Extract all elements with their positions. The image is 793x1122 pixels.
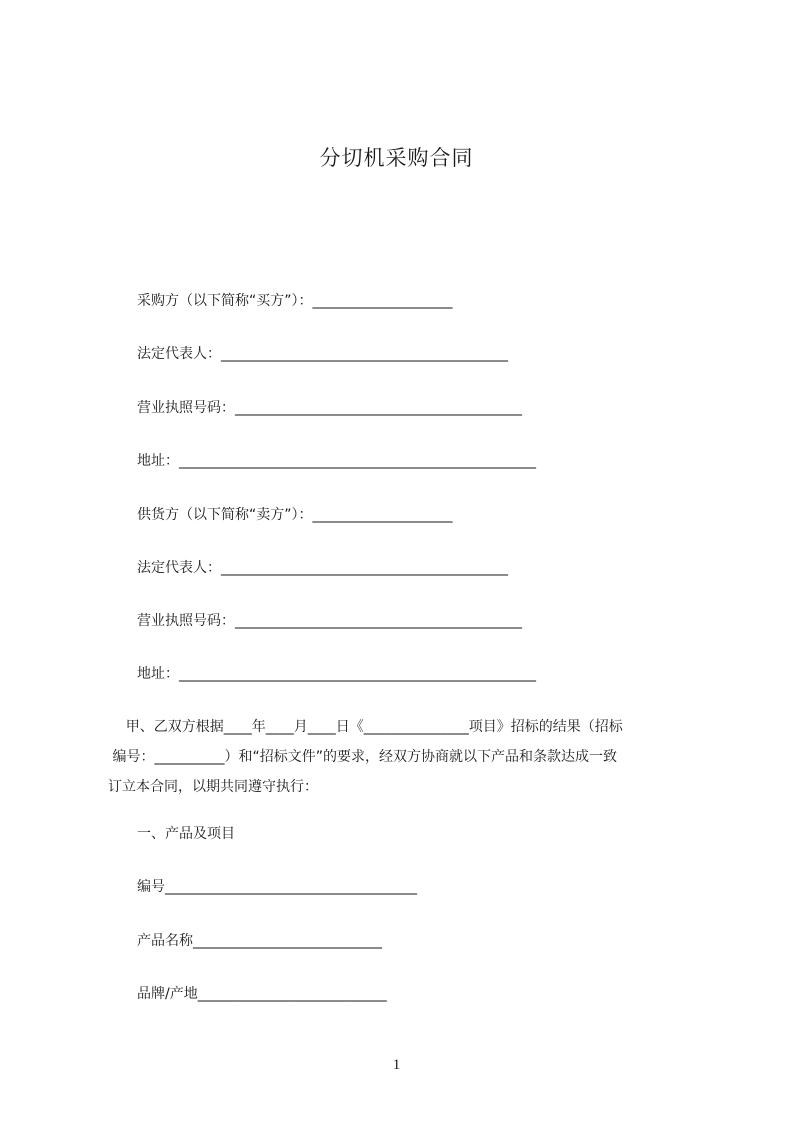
intro-line-2: 编号：__________）和“招标文件”的要求，经双方协商就以下产品和条款达成一致 [108,749,617,765]
section-1-heading: 一、产品及项目 [137,826,235,842]
intro-paragraph [108,717,708,807]
seller-license-line: 营业执照号码：_________________________________________ [137,613,522,629]
seller-legal-rep-line: 法定代表人：_________________________________________ [137,560,508,576]
document-title: 分切机采购合同 [319,146,474,170]
buyer-address-line: 地址：___________________________________________________ [137,453,536,469]
product-code-line: 编号____________________________________ [137,879,417,895]
seller-address-line: 地址：___________________________________________________ [137,666,536,682]
product-name-line: 产品名称___________________________ [137,933,382,949]
buyer-legal-rep-line: 法定代表人：_________________________________________ [137,346,508,362]
buyer-license-line: 营业执照号码：_________________________________________ [137,400,522,416]
seller-party-line: 供货方（以下简称“卖方”）：____________________ [137,507,453,523]
intro-line-1: 甲、乙双方根据____年____月____日《_______________项目》招标的结果（招标 [108,719,623,735]
page-number: 1 [392,1057,401,1073]
buyer-party-line: 采购方（以下简称“买方”）：____________________ [137,293,453,309]
brand-origin-line: 品牌/产地___________________________ [137,986,387,1002]
intro-line-3: 订立本合同，以期共同遵守执行： [108,779,318,795]
